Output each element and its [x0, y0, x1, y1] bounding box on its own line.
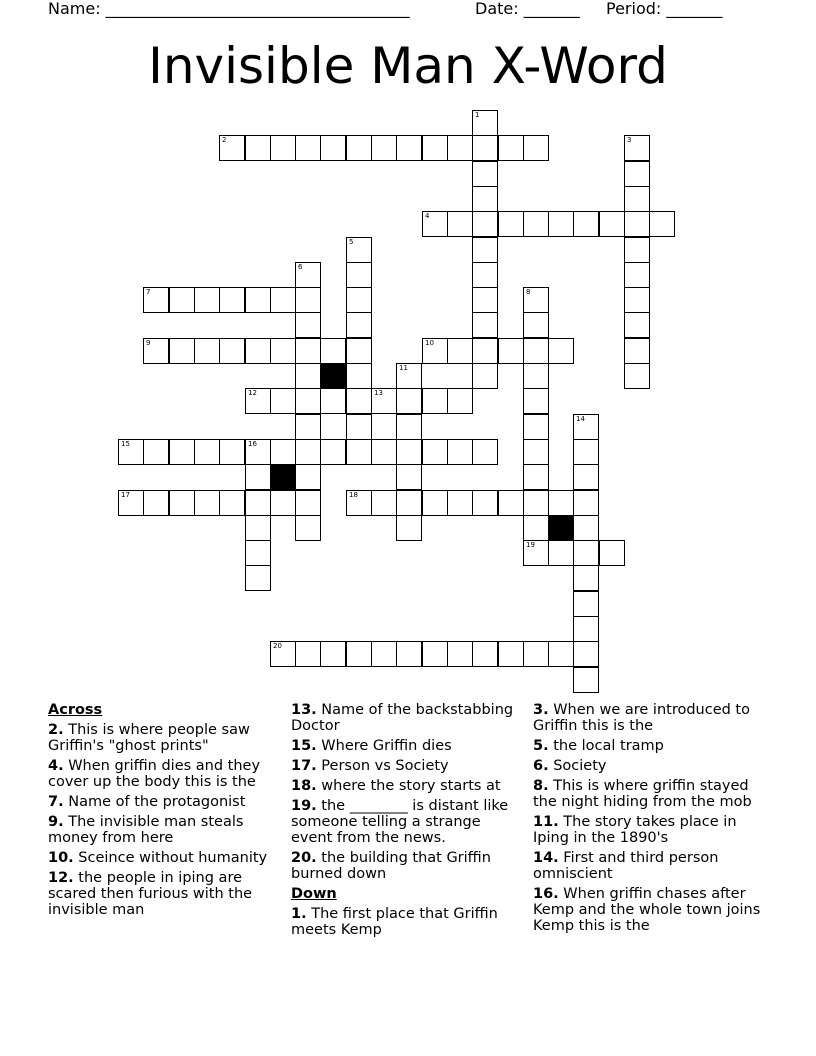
- clue-number: 3.: [533, 702, 549, 718]
- grid-cell[interactable]: [396, 388, 422, 414]
- grid-cell[interactable]: [295, 439, 321, 465]
- cell-number: 10: [425, 339, 434, 347]
- date-field-label[interactable]: Date: _______: [475, 0, 580, 18]
- grid-cell[interactable]: [219, 439, 245, 465]
- grid-cell[interactable]: [118, 439, 144, 465]
- grid-cell[interactable]: [472, 641, 498, 667]
- clue-number: 2.: [48, 722, 64, 738]
- grid-cell[interactable]: [169, 490, 195, 516]
- across-clue: [48, 758, 280, 790]
- grid-cell[interactable]: [371, 641, 397, 667]
- clue-text: Society: [548, 758, 607, 774]
- across-clue: [48, 794, 280, 810]
- cell-number: 9: [146, 339, 151, 347]
- grid-cell[interactable]: [573, 591, 599, 617]
- grid-cell[interactable]: [624, 161, 650, 187]
- grid-cell[interactable]: [270, 439, 296, 465]
- down-clue: [533, 702, 765, 734]
- grid-cell[interactable]: [320, 388, 346, 414]
- clue-number: 1.: [291, 906, 307, 922]
- clue-text: Person vs Society: [316, 758, 449, 774]
- grid-cell[interactable]: [245, 338, 271, 364]
- clue-text: The invisible man steals money from here: [48, 814, 244, 846]
- grid-cell[interactable]: [523, 211, 549, 237]
- grid-cell[interactable]: [346, 363, 372, 389]
- grid-cell[interactable]: [472, 338, 498, 364]
- cell-number: 16: [248, 440, 257, 448]
- grid-cell[interactable]: [498, 490, 524, 516]
- grid-cell[interactable]: [523, 540, 549, 566]
- grid-cell[interactable]: [573, 464, 599, 490]
- grid-cell[interactable]: [295, 515, 321, 541]
- grid-cell[interactable]: [143, 490, 169, 516]
- grid-cell[interactable]: [472, 186, 498, 212]
- grid-cell[interactable]: [624, 211, 650, 237]
- grid-cell[interactable]: [472, 490, 498, 516]
- cell-number: 4: [425, 212, 430, 220]
- grid-cell[interactable]: [396, 490, 422, 516]
- clue-column-3: [533, 702, 765, 938]
- grid-cell[interactable]: [371, 388, 397, 414]
- name-field-label[interactable]: Name: ______________________________________: [48, 0, 410, 18]
- clue-number: 11.: [533, 814, 559, 830]
- grid-cell[interactable]: [143, 439, 169, 465]
- across-clue: [291, 758, 523, 774]
- clue-text: the building that Griffin burned down: [291, 850, 491, 882]
- grid-cell[interactable]: [143, 287, 169, 313]
- grid-cell[interactable]: [245, 388, 271, 414]
- grid-cell[interactable]: [219, 287, 245, 313]
- clue-number: 12.: [48, 870, 74, 886]
- grid-cell[interactable]: [624, 135, 650, 161]
- grid-cell[interactable]: [194, 439, 220, 465]
- grid-cell[interactable]: [295, 363, 321, 389]
- grid-cell[interactable]: [295, 641, 321, 667]
- across-clue: [291, 738, 523, 754]
- grid-cell[interactable]: [270, 490, 296, 516]
- clue-number: 14.: [533, 850, 559, 866]
- grid-cell[interactable]: [523, 287, 549, 313]
- grid-cell[interactable]: [548, 540, 574, 566]
- grid-cell[interactable]: [624, 237, 650, 263]
- down-clue: [533, 850, 765, 882]
- grid-cell[interactable]: [295, 287, 321, 313]
- grid-cell[interactable]: [295, 312, 321, 338]
- across-clue: [48, 814, 280, 846]
- clue-text: When griffin chases after Kemp and the whole town joins Kemp this is the: [533, 886, 761, 934]
- grid-cell[interactable]: [169, 439, 195, 465]
- across-clue: [291, 778, 523, 794]
- grid-cell[interactable]: [396, 515, 422, 541]
- grid-cell[interactable]: [245, 135, 271, 161]
- clue-number: 6.: [533, 758, 549, 774]
- down-clue: [291, 906, 523, 938]
- page-title: Invisible Man X-Word: [148, 37, 668, 95]
- grid-cell[interactable]: [320, 338, 346, 364]
- across-clue: [48, 850, 280, 866]
- grid-cell[interactable]: [447, 211, 473, 237]
- grid-cell[interactable]: [447, 641, 473, 667]
- grid-cell[interactable]: [194, 287, 220, 313]
- clue-number: 15.: [291, 738, 317, 754]
- clue-number: 18.: [291, 778, 317, 794]
- grid-cell[interactable]: [624, 186, 650, 212]
- grid-cell[interactable]: [396, 414, 422, 440]
- grid-cell[interactable]: [270, 641, 296, 667]
- grid-cell[interactable]: [472, 312, 498, 338]
- clue-number: 7.: [48, 794, 64, 810]
- clue-column-2: [291, 702, 523, 942]
- grid-cell[interactable]: [573, 616, 599, 642]
- grid-cell[interactable]: [245, 515, 271, 541]
- clue-number: 4.: [48, 758, 64, 774]
- grid-cell[interactable]: [523, 641, 549, 667]
- grid-cell[interactable]: [649, 211, 675, 237]
- cell-number: 11: [399, 364, 408, 372]
- grid-cell[interactable]: [447, 388, 473, 414]
- grid-cell[interactable]: [573, 211, 599, 237]
- grid-cell[interactable]: [346, 414, 372, 440]
- grid-cell[interactable]: [169, 338, 195, 364]
- grid-cell[interactable]: [371, 490, 397, 516]
- cell-number: 18: [349, 491, 358, 499]
- clue-text: This is where griffin stayed the night hiding from the mob: [533, 778, 752, 810]
- black-square: [320, 363, 346, 389]
- clue-text: Name of the protagonist: [63, 794, 246, 810]
- down-clue: [533, 814, 765, 846]
- grid-cell[interactable]: [498, 211, 524, 237]
- grid-cell[interactable]: [422, 211, 448, 237]
- clue-text: First and third person omniscient: [533, 850, 719, 882]
- grid-cell[interactable]: [472, 237, 498, 263]
- clue-number: 8.: [533, 778, 549, 794]
- down-clue: [533, 886, 765, 934]
- black-square: [270, 464, 296, 490]
- grid-cell[interactable]: [624, 363, 650, 389]
- grid-cell[interactable]: [523, 414, 549, 440]
- grid-cell[interactable]: [169, 287, 195, 313]
- grid-cell[interactable]: [523, 135, 549, 161]
- across-clue: [291, 798, 523, 846]
- clue-number: 5.: [533, 738, 549, 754]
- across-clue: [48, 722, 280, 754]
- grid-cell[interactable]: [270, 287, 296, 313]
- grid-cell[interactable]: [245, 565, 271, 591]
- across-clue: [48, 870, 280, 918]
- grid-cell[interactable]: [245, 464, 271, 490]
- grid-cell[interactable]: [548, 641, 574, 667]
- grid-cell[interactable]: [219, 135, 245, 161]
- grid-cell[interactable]: [422, 439, 448, 465]
- clue-number: 20.: [291, 850, 317, 866]
- grid-cell[interactable]: [624, 287, 650, 313]
- grid-cell[interactable]: [422, 135, 448, 161]
- grid-cell[interactable]: [346, 388, 372, 414]
- cell-number: 5: [349, 238, 354, 246]
- grid-cell[interactable]: [295, 464, 321, 490]
- grid-cell[interactable]: [320, 641, 346, 667]
- grid-cell[interactable]: [472, 287, 498, 313]
- clue-number: 16.: [533, 886, 559, 902]
- grid-cell[interactable]: [371, 135, 397, 161]
- grid-cell[interactable]: [548, 490, 574, 516]
- grid-cell[interactable]: [422, 338, 448, 364]
- grid-cell[interactable]: [548, 211, 574, 237]
- cell-number: 7: [146, 288, 151, 296]
- grid-cell[interactable]: [245, 490, 271, 516]
- clue-column-1: [48, 702, 280, 922]
- grid-cell[interactable]: [573, 667, 599, 693]
- grid-cell[interactable]: [523, 338, 549, 364]
- down-clue: [533, 738, 765, 754]
- grid-cell[interactable]: [498, 135, 524, 161]
- grid-cell[interactable]: [573, 515, 599, 541]
- grid-cell[interactable]: [396, 363, 422, 389]
- black-square: [548, 515, 574, 541]
- clue-number: 9.: [48, 814, 64, 830]
- grid-cell[interactable]: [194, 490, 220, 516]
- clue-text: where the story starts at: [316, 778, 501, 794]
- cell-number: 12: [248, 389, 257, 397]
- grid-cell[interactable]: [573, 540, 599, 566]
- grid-cell[interactable]: [599, 540, 625, 566]
- grid-cell[interactable]: [599, 211, 625, 237]
- grid-cell[interactable]: [320, 135, 346, 161]
- clue-text: the local tramp: [548, 738, 664, 754]
- grid-cell[interactable]: [295, 338, 321, 364]
- clue-text: the people in iping are scared then furious with the invisible man: [48, 870, 253, 918]
- grid-cell[interactable]: [447, 338, 473, 364]
- grid-cell[interactable]: [472, 439, 498, 465]
- grid-cell[interactable]: [523, 363, 549, 389]
- grid-cell[interactable]: [624, 262, 650, 288]
- grid-cell[interactable]: [346, 237, 372, 263]
- grid-cell[interactable]: [396, 641, 422, 667]
- grid-cell[interactable]: [523, 515, 549, 541]
- grid-cell[interactable]: [295, 262, 321, 288]
- grid-cell[interactable]: [346, 439, 372, 465]
- grid-cell[interactable]: [498, 641, 524, 667]
- grid-cell[interactable]: [472, 363, 498, 389]
- grid-cell[interactable]: [523, 312, 549, 338]
- grid-cell[interactable]: [245, 287, 271, 313]
- grid-cell[interactable]: [523, 439, 549, 465]
- down-heading: Down: [291, 886, 337, 902]
- grid-cell[interactable]: [143, 338, 169, 364]
- clue-text: When griffin dies and they cover up the body this is the: [48, 758, 261, 790]
- grid-cell[interactable]: [447, 135, 473, 161]
- clue-text: the ________ is distant like someone telling a strange event from the news.: [291, 798, 509, 846]
- clue-number: 13.: [291, 702, 317, 718]
- grid-cell[interactable]: [548, 338, 574, 364]
- grid-cell[interactable]: [194, 338, 220, 364]
- across-heading: Across: [48, 702, 103, 718]
- cell-number: 6: [298, 263, 303, 271]
- clue-text: Where Griffin dies: [316, 738, 452, 754]
- cell-number: 3: [627, 136, 632, 144]
- grid-cell[interactable]: [447, 439, 473, 465]
- cell-number: 17: [121, 491, 130, 499]
- grid-cell[interactable]: [245, 439, 271, 465]
- grid-cell[interactable]: [624, 338, 650, 364]
- clue-number: 17.: [291, 758, 317, 774]
- cell-number: 14: [576, 415, 585, 423]
- grid-cell[interactable]: [472, 161, 498, 187]
- grid-cell[interactable]: [270, 338, 296, 364]
- grid-cell[interactable]: [295, 135, 321, 161]
- clue-number: 19.: [291, 798, 317, 814]
- grid-cell[interactable]: [118, 490, 144, 516]
- grid-cell[interactable]: [472, 135, 498, 161]
- grid-cell[interactable]: [498, 338, 524, 364]
- grid-cell[interactable]: [346, 262, 372, 288]
- down-clue: [533, 758, 765, 774]
- grid-cell[interactable]: [245, 540, 271, 566]
- across-clue: [291, 702, 523, 734]
- down-clue: [533, 778, 765, 810]
- clue-text: The first place that Griffin meets Kemp: [291, 906, 498, 938]
- grid-cell[interactable]: [219, 490, 245, 516]
- grid-cell[interactable]: [523, 464, 549, 490]
- grid-cell[interactable]: [320, 439, 346, 465]
- grid-cell[interactable]: [573, 490, 599, 516]
- grid-cell[interactable]: [472, 211, 498, 237]
- across-clue: [291, 850, 523, 882]
- cell-number: 20: [273, 642, 282, 650]
- grid-cell[interactable]: [396, 464, 422, 490]
- grid-cell[interactable]: [346, 135, 372, 161]
- grid-cell[interactable]: [523, 388, 549, 414]
- grid-cell[interactable]: [422, 388, 448, 414]
- grid-cell[interactable]: [472, 262, 498, 288]
- grid-cell[interactable]: [371, 439, 397, 465]
- clue-number: 10.: [48, 850, 74, 866]
- grid-cell[interactable]: [573, 414, 599, 440]
- grid-cell[interactable]: [573, 439, 599, 465]
- clue-text: Sceince without humanity: [73, 850, 268, 866]
- grid-cell[interactable]: [573, 641, 599, 667]
- grid-cell[interactable]: [295, 490, 321, 516]
- period-field-label[interactable]: Period: _______: [606, 0, 723, 18]
- cell-number: 15: [121, 440, 130, 448]
- grid-cell[interactable]: [472, 110, 498, 136]
- cell-number: 8: [526, 288, 531, 296]
- grid-cell[interactable]: [422, 490, 448, 516]
- grid-cell[interactable]: [295, 388, 321, 414]
- cell-number: 1: [475, 111, 480, 119]
- grid-cell[interactable]: [219, 338, 245, 364]
- grid-cell[interactable]: [295, 414, 321, 440]
- clue-text: The story takes place in Iping in the 1890's: [533, 814, 737, 846]
- cell-number: 13: [374, 389, 383, 397]
- grid-cell[interactable]: [523, 490, 549, 516]
- clue-text: This is where people saw Griffin's "ghost prints": [48, 722, 250, 754]
- grid-cell[interactable]: [346, 490, 372, 516]
- clue-text: Name of the backstabbing Doctor: [291, 702, 514, 734]
- grid-cell[interactable]: [573, 565, 599, 591]
- cell-number: 2: [222, 136, 227, 144]
- grid-cell[interactable]: [447, 490, 473, 516]
- grid-cell[interactable]: [396, 439, 422, 465]
- grid-cell[interactable]: [346, 287, 372, 313]
- grid-cell[interactable]: [270, 388, 296, 414]
- clue-text: When we are introduced to Griffin this is the: [533, 702, 750, 734]
- grid-cell[interactable]: [396, 135, 422, 161]
- cell-number: 19: [526, 541, 535, 549]
- grid-cell[interactable]: [346, 641, 372, 667]
- grid-cell[interactable]: [422, 641, 448, 667]
- grid-cell[interactable]: [624, 312, 650, 338]
- grid-cell[interactable]: [346, 338, 372, 364]
- grid-cell[interactable]: [346, 312, 372, 338]
- grid-cell[interactable]: [270, 135, 296, 161]
